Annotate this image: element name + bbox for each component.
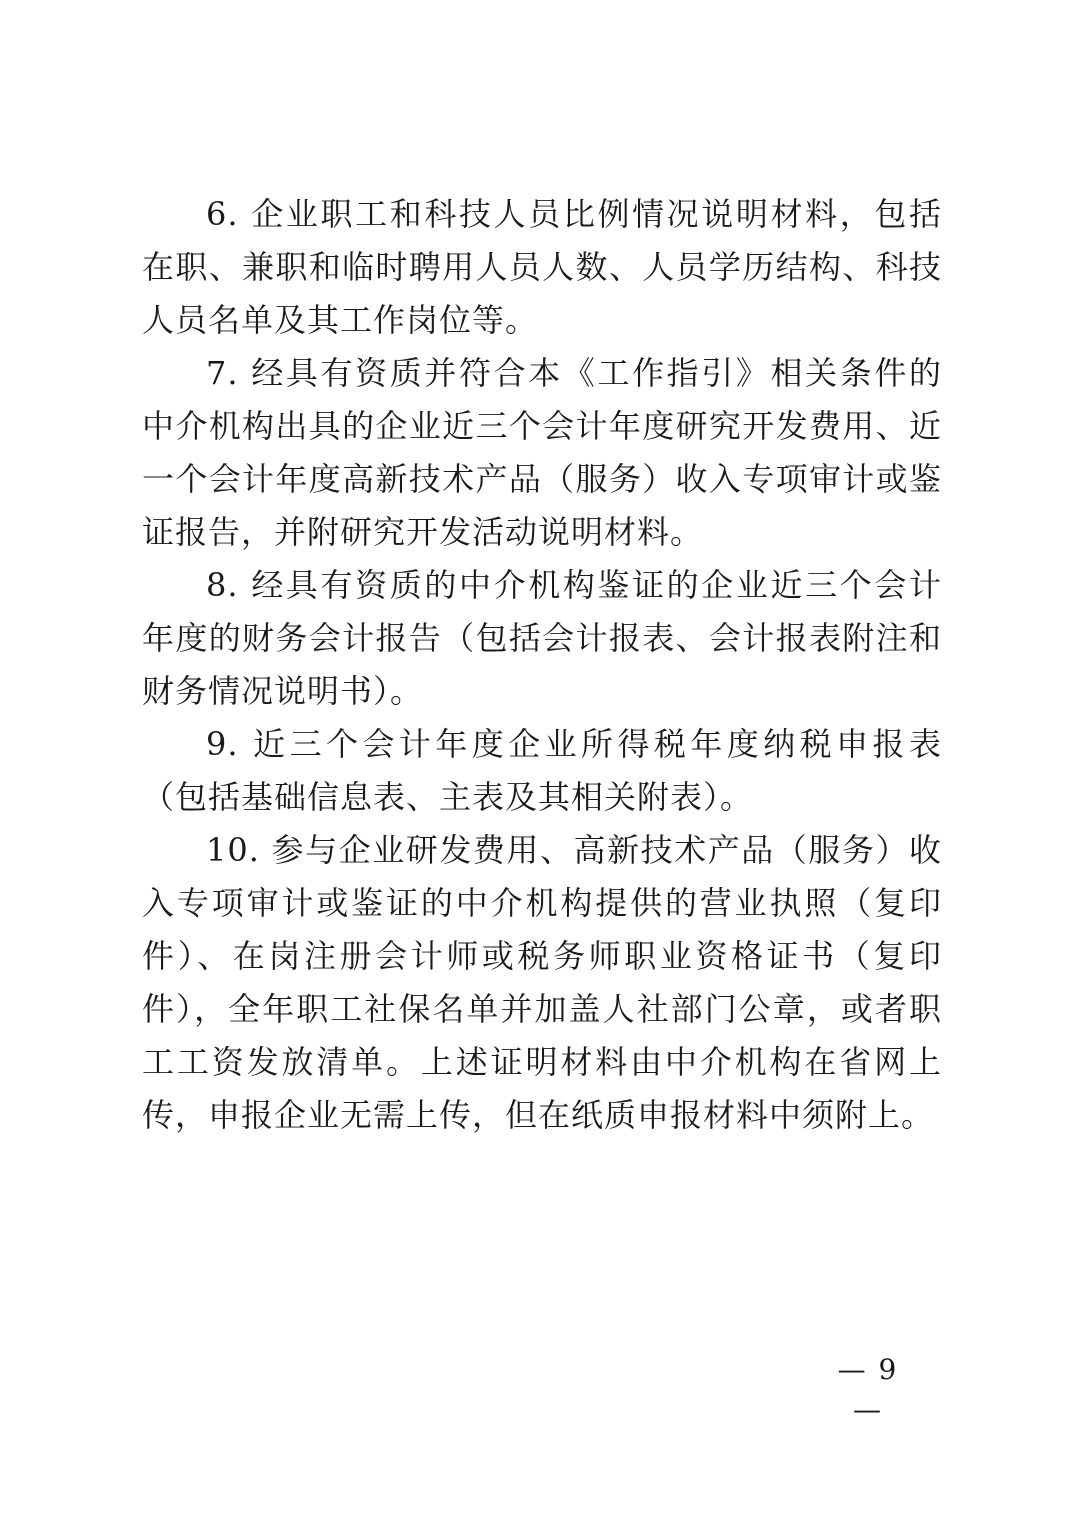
paragraph-item-10: 10. 参与企业研发费用、高新技术产品（服务）收入专项审计或鉴证的中介机构提供的营业执照（复印件）、在岗注册会计师或税务师职业资格证书（复印件），全年职工社保名单并加盖人社部门公章，或者职工工资发放清单。上述证明材料由中介机构在省网上传，申报企业无需上传，但在纸质申报材料中须附上。 xyxy=(142,831,942,1134)
paragraph-item-9: 9. 近三个会计年度企业所得税年度纳税申报表（包括基础信息表、主表及其相关附表）。 xyxy=(142,725,942,816)
paragraph-item-8: 8. 经具有资质的中介机构鉴证的企业近三个会计年度的财务会计报告（包括会计报表、会计报表附注和财务情况说明书）。 xyxy=(142,566,942,710)
paragraph-item-7: 7. 经具有资质并符合本《工作指引》相关条件的中介机构出具的企业近三个会计年度研究开发费用、近一个会计年度高新技术产品（服务）收入专项审计或鉴证报告，并附研究开发活动说明材料。 xyxy=(142,354,942,551)
page-number: — 9 — xyxy=(837,1353,899,1426)
paragraph-item-6: 6. 企业职工和科技人员比例情况说明材料，包括在职、兼职和临时聘用人员人数、人员学历结构、科技人员名单及其工作岗位等。 xyxy=(142,195,942,339)
document-body xyxy=(142,188,942,1142)
